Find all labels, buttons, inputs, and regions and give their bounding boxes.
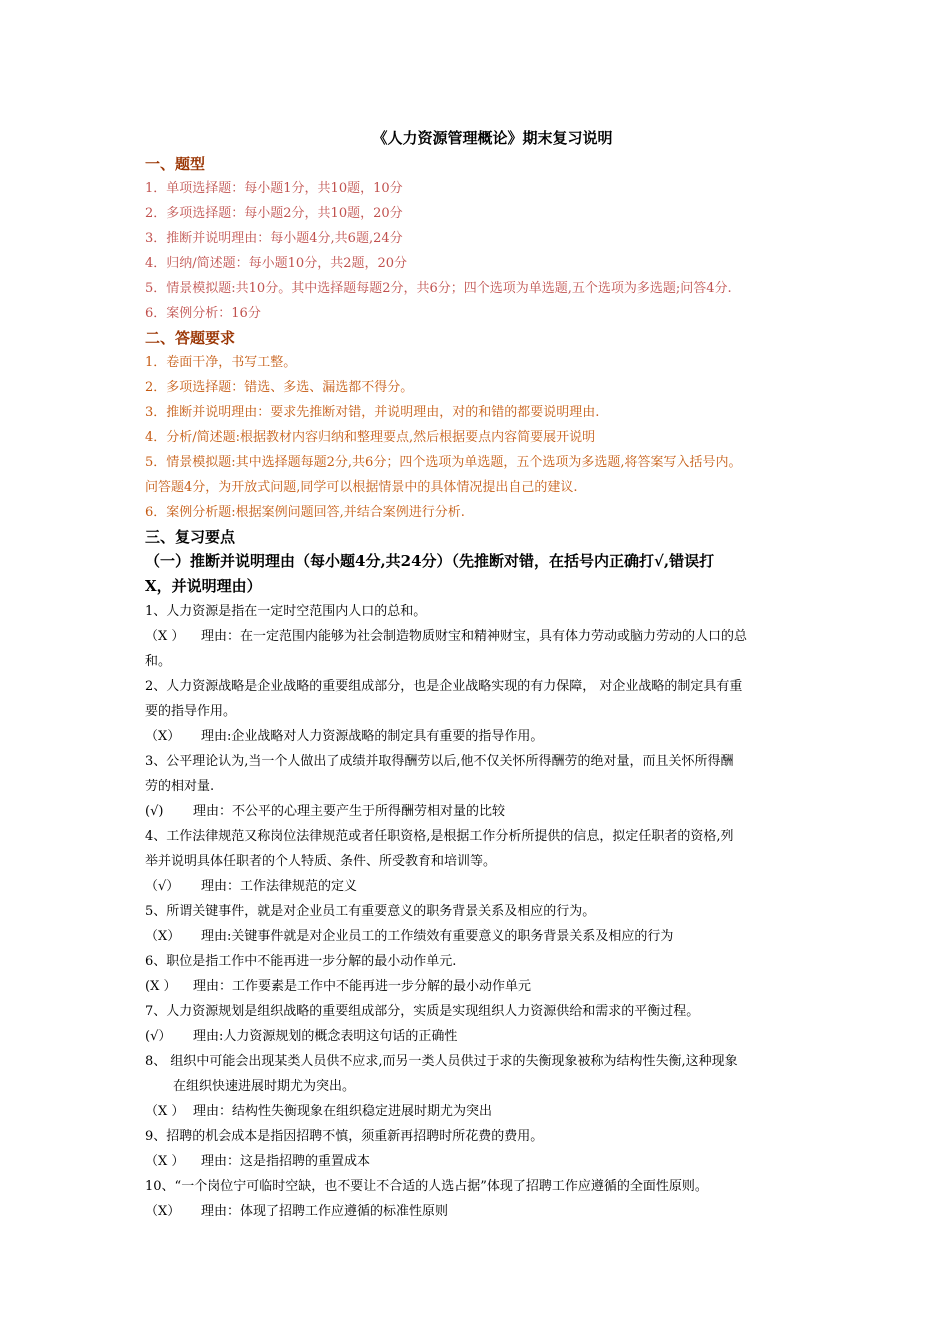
answer-mark: （X） [145, 929, 181, 944]
document-body [145, 124, 825, 1224]
answer-mark: (X ） [145, 979, 177, 994]
answer-mark: (√) [145, 804, 164, 819]
question-statement: 3、公平理论认为,当一个人做出了成绩并取得酬劳以后,他不仅关怀所得酬劳的绝对量，而且关怀所得酬 [145, 754, 734, 769]
section-heading-question-types: 一、题型 [145, 155, 206, 173]
question-statement-continued: 劳的相对量. [145, 779, 215, 794]
answer-line [145, 1199, 825, 1224]
question-statement: 9、招聘的机会成本是指因招聘不慎，须重新再招聘时所花费的费用。 [145, 1129, 544, 1144]
requirement-item: 4．分析/简述题:根据教材内容归纳和整理要点,然后根据要点内容简要展开说明 [145, 430, 596, 445]
question-type-item: 1．单项选择题：每小题1分，共10题，10分 [145, 181, 403, 196]
answer-reason: 理由：结构性失衡现象在组织稳定进展时期尤为突出 [193, 1104, 493, 1119]
answer-mark: （X ） [145, 1154, 185, 1169]
answer-mark: （X） [145, 729, 181, 744]
answer-reason: 理由：这是指招聘的重置成本 [201, 1154, 371, 1169]
question-type-item: 5．情景模拟题:共10分。其中选择题每题2分，共6分；四个选项为单选题,五个选项为多选题;问答4分. [145, 281, 732, 296]
answer-line [145, 624, 825, 649]
answer-line [145, 1149, 825, 1174]
answer-reason: 理由:关键事件就是对企业员工的工作绩效有重要意义的职务背景关系及相应的行为 [201, 929, 674, 944]
answer-reason: 理由:企业战略对人力资源战略的制定具有重要的指导作用。 [201, 729, 544, 744]
section-heading-answer-requirements: 二、答题要求 [145, 329, 236, 347]
requirement-item: 1．卷面干净，书写工整。 [145, 355, 297, 370]
answer-line [145, 974, 825, 999]
document-title: 《人力资源管理概论》期末复习说明 [372, 129, 613, 147]
requirement-item: 3．推断并说明理由：要求先推断对错，并说明理由，对的和错的都要说明理由. [145, 405, 600, 420]
requirement-item: 6．案例分析题:根据案例问题回答,并结合案例进行分析. [145, 505, 465, 520]
answer-mark: （X ） [145, 1104, 185, 1119]
answer-reason: 理由:人力资源规划的概念表明这句话的正确性 [193, 1029, 458, 1044]
subsection-heading: （一）推断并说明理由（每小题4分,共24分）（先推断对错，在括号内正确打√,错误打 [145, 552, 715, 570]
requirement-item: 问答题4分，为开放式问题,同学可以根据情景中的具体情况提出自己的建议. [145, 480, 578, 495]
question-type-item: 3．推断并说明理由：每小题4分,共6题,24分 [145, 231, 403, 246]
answer-reason: 理由：在一定范围内能够为社会制造物质财宝和精神财宝，具有体力劳动或脑力劳动的人口的总 [201, 629, 748, 644]
question-type-item: 2．多项选择题：每小题2分，共10题，20分 [145, 206, 403, 221]
answer-reason-continued: 和。 [145, 654, 172, 669]
question-statement-continued: 在组织快速进展时期尤为突出。 [173, 1079, 356, 1094]
answer-line [145, 799, 825, 824]
requirement-item: 5．情景模拟题:其中选择题每题2分,共6分；四个选项为单选题，五个选项为多选题,将答案写入括号内。 [145, 455, 742, 470]
question-statement-continued: 举并说明具体任职者的个人特质、条件、所受教育和培训等。 [145, 854, 497, 869]
answer-reason: 理由：不公平的心理主要产生于所得酬劳相对量的比较 [193, 804, 506, 819]
question-statement-continued: 要的指导作用。 [145, 704, 237, 719]
question-statement: 8、 组织中可能会出现某类人员供不应求,而另一类人员供过于求的失衡现象被称为结构性失衡,这种现象 [145, 1054, 738, 1069]
question-statement: 4、工作法律规范又称岗位法律规范或者任职资格,是根据工作分析所提供的信息，拟定任职者的资格,列 [145, 829, 734, 844]
question-statement: 1、人力资源是指在一定时空范围内人口的总和。 [145, 604, 427, 619]
answer-line [145, 1024, 825, 1049]
answer-mark: (√） [145, 1029, 172, 1044]
answer-reason: 理由：体现了招聘工作应遵循的标准性原则 [201, 1204, 449, 1219]
answer-mark: （√） [145, 879, 180, 894]
subsection-heading-continued: X，并说明理由） [145, 577, 262, 595]
section-heading-review-points: 三、复习要点 [145, 528, 236, 546]
question-type-item: 6．案例分析：16分 [145, 306, 261, 321]
answer-line [145, 724, 825, 749]
question-statement: 10、“一个岗位宁可临时空缺，也不要让不合适的人选占据”体现了招聘工作应遵循的全面性原则。 [145, 1179, 708, 1194]
answer-line [145, 874, 825, 899]
requirement-item: 2．多项选择题：错选、多选、漏选都不得分。 [145, 380, 414, 395]
answer-reason: 理由：工作要素是工作中不能再进一步分解的最小动作单元 [193, 979, 532, 994]
answer-line [145, 924, 825, 949]
question-statement: 7、人力资源规划是组织战略的重要组成部分，实质是实现组织人力资源供给和需求的平衡过程。 [145, 1004, 700, 1019]
answer-reason: 理由：工作法律规范的定义 [201, 879, 358, 894]
answer-line [145, 1099, 825, 1124]
question-statement: 6、职位是指工作中不能再进一步分解的最小动作单元. [145, 954, 457, 969]
answer-mark: （X） [145, 1204, 181, 1219]
question-type-item: 4．归纳/简述题：每小题10分，共2题，20分 [145, 256, 408, 271]
question-statement: 5、所谓关键事件，就是对企业员工有重要意义的职务背景关系及相应的行为。 [145, 904, 596, 919]
answer-mark: （X ） [145, 629, 185, 644]
question-statement: 2、人力资源战略是企业战略的重要组成部分，也是企业战略实现的有力保障， 对企业战略的制定具有重 [145, 679, 743, 694]
